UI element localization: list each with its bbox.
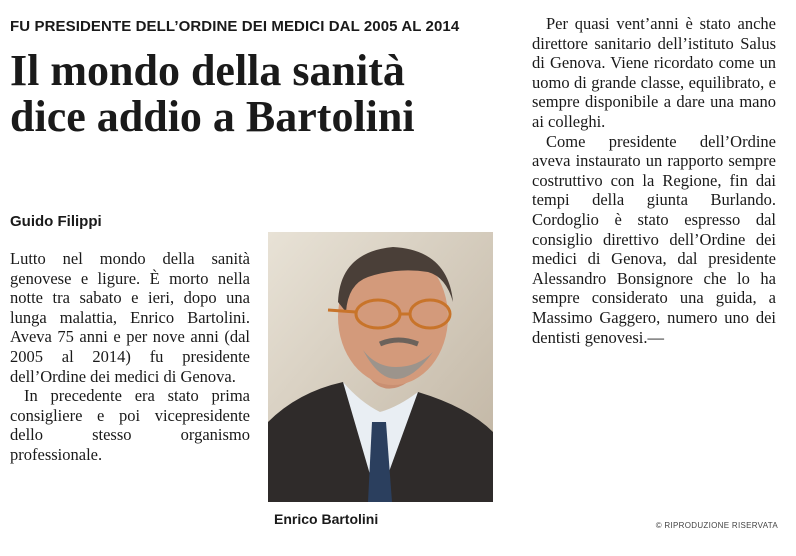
headline-line-1: Il mondo della sanità [10, 46, 405, 95]
portrait-illustration [268, 232, 493, 502]
article-column-2 [532, 14, 776, 347]
article-kicker: FU PRESIDENTE DELL’ORDINE DEI MEDICI DAL 2005 AL 2014 [10, 18, 460, 35]
article-byline: Guido Filippi [10, 213, 102, 230]
paragraph: Per quasi vent’anni è stato anche direttore sanitario dell’istituto Salus di Genova. Viene ricordato come un uomo di grande classe, equilibrato, e sempre disponibile a dare una mano ai colleghi. [532, 14, 776, 131]
article-column-1 [10, 249, 250, 465]
rights-notice: © RIPRODUZIONE RISERVATA [655, 521, 778, 530]
portrait-photo [268, 232, 493, 502]
paragraph: Lutto nel mondo della sanità genovese e ligure. È morto nella notte tra sabato e ieri, dopo una lunga malattia, Enrico Bartolini. Aveva 75 anni e per nove anni (dal 2005 al 2014) fu presidente dell’Ordine dei medici di Genova. [10, 249, 250, 386]
article-headline [10, 48, 510, 140]
headline-line-2: dice addio a Bartolini [10, 92, 415, 141]
paragraph: In precedente era stato prima consigliere e poi vicepresidente dello stesso organismo professionale. [10, 386, 250, 464]
photo-caption: Enrico Bartolini [274, 511, 379, 527]
paragraph: Come presidente dell’Ordine aveva instaurato un rapporto sempre costruttivo con la Regione, fin dai tempi della giunta Burlando. Cordoglio è stato espresso dal consiglio direttivo dell’Ordine dei medici di Genova, dal presidente Alessandro Bonsignore che lo ha sempre considerato una guida, a Massimo Gaggero, numero uno dei dentisti genovesi.— [532, 131, 776, 347]
